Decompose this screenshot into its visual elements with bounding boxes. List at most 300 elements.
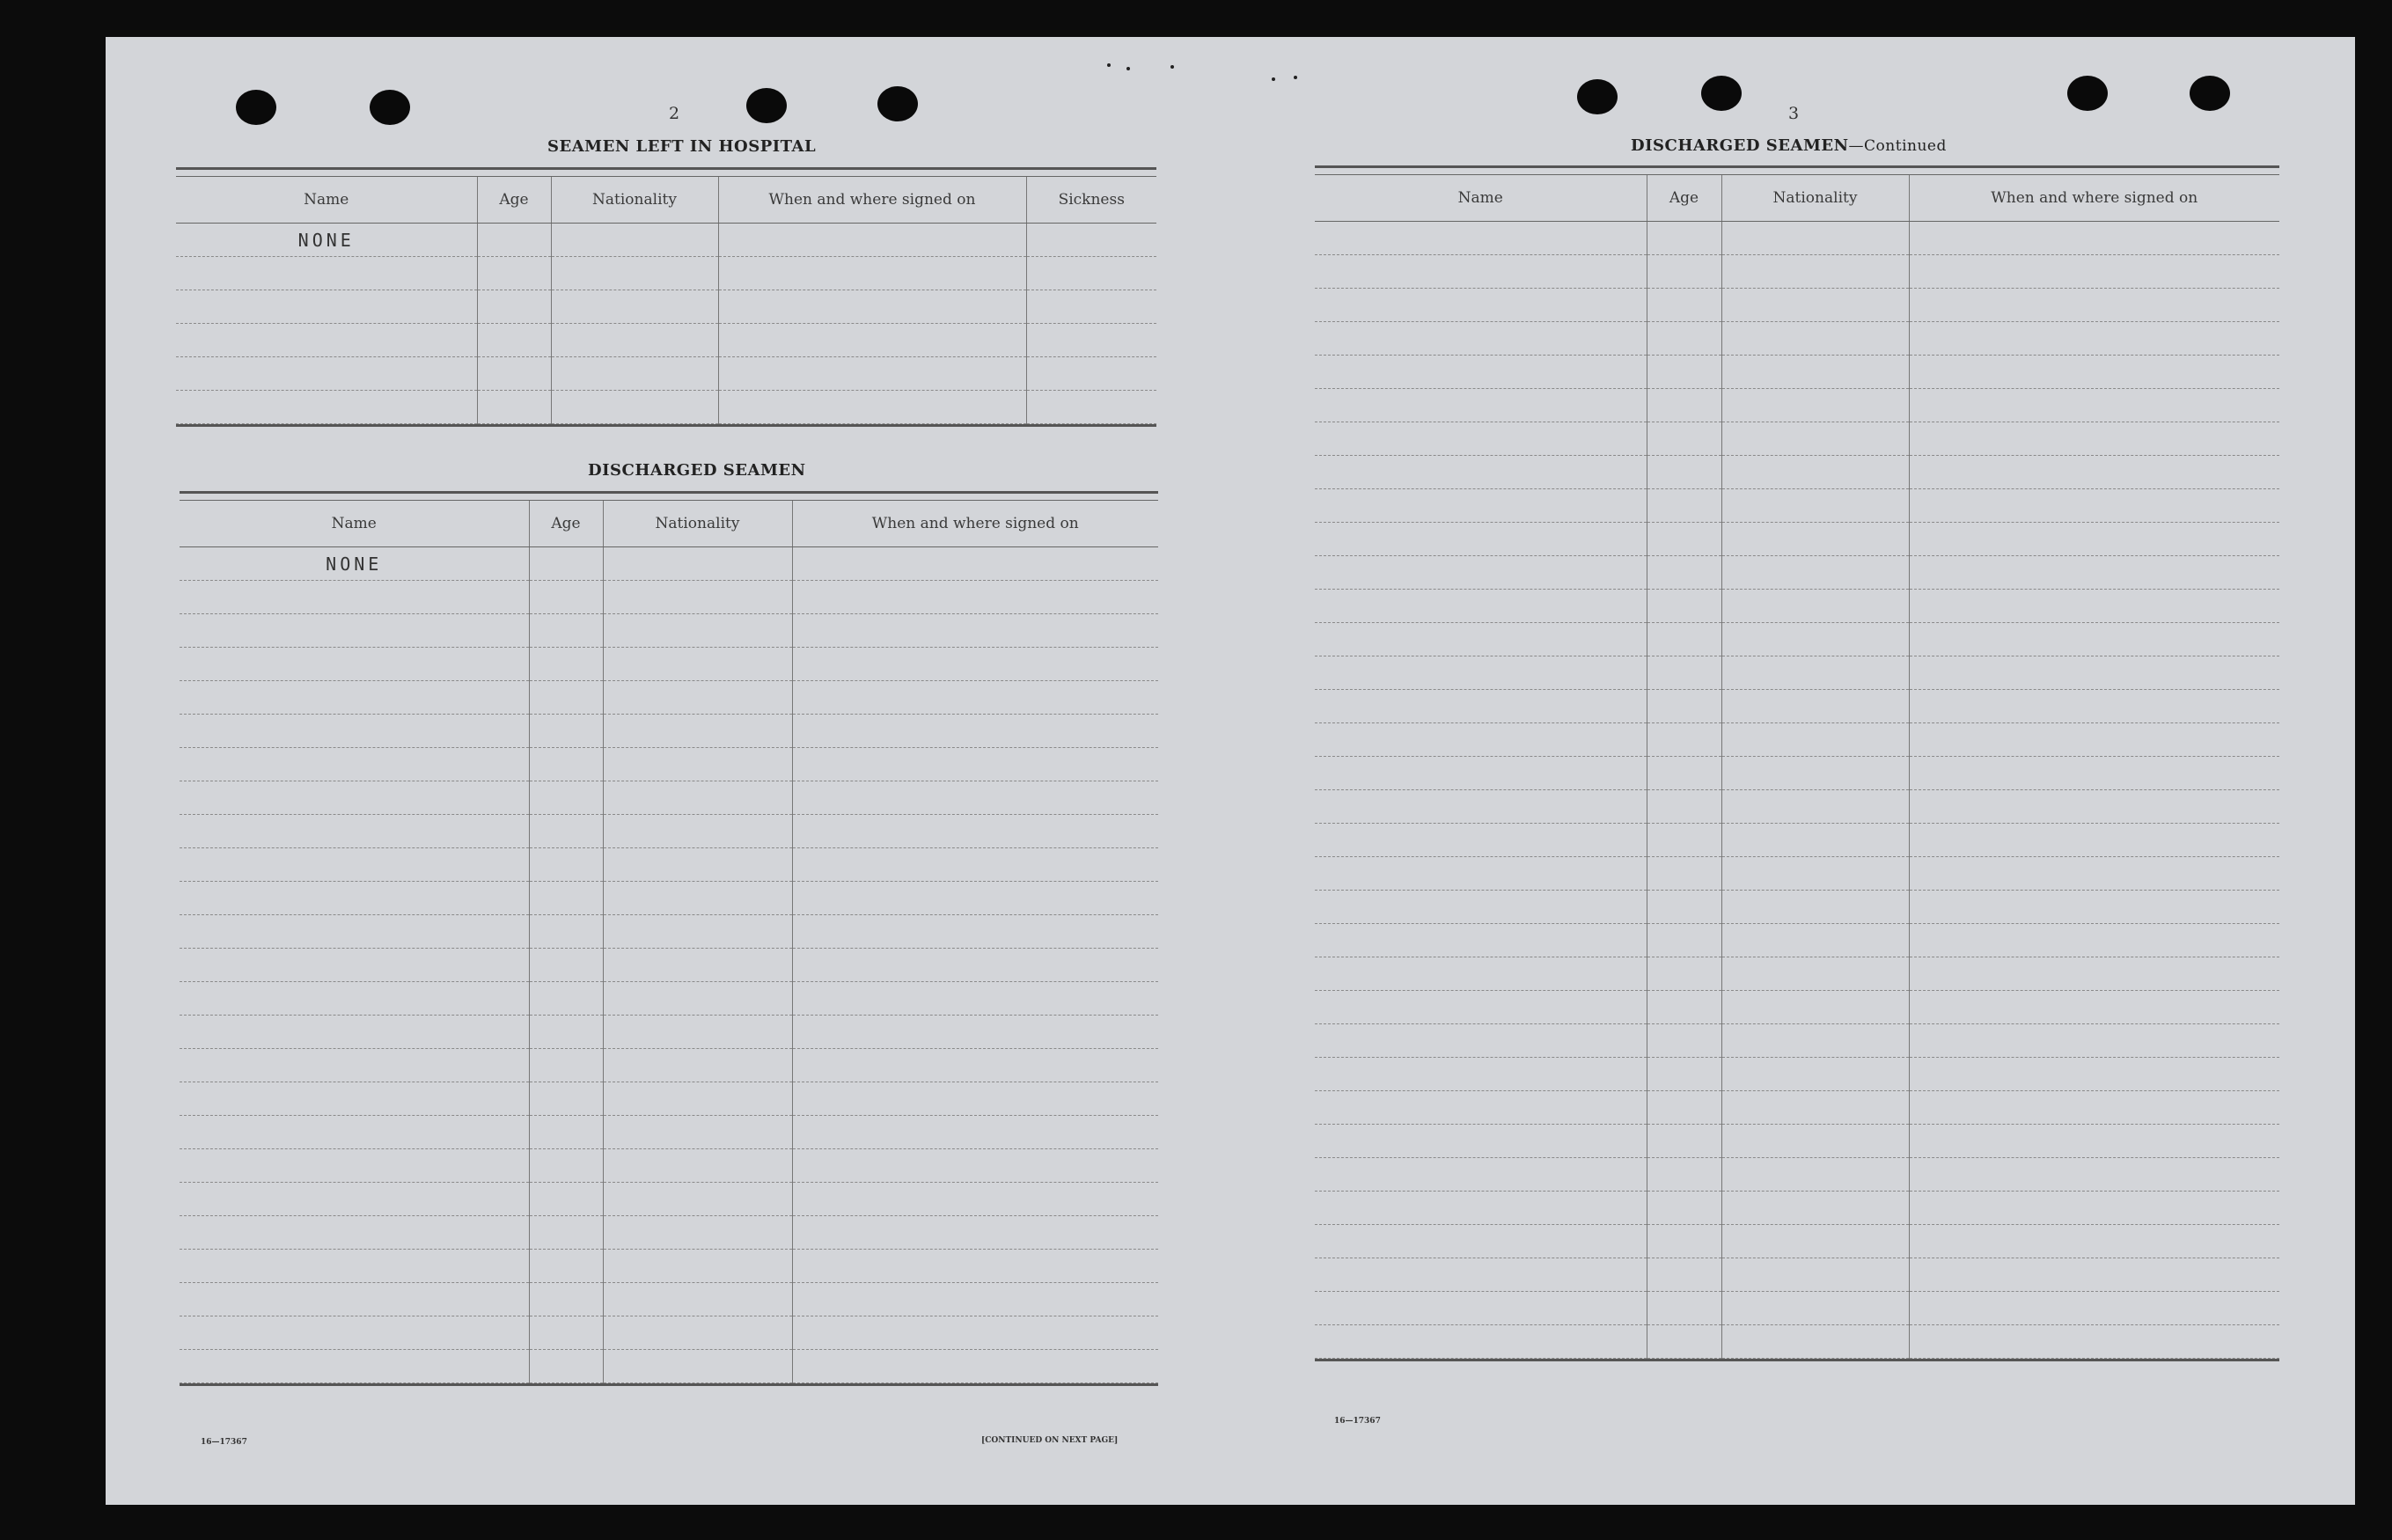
table-cell (1315, 757, 1647, 790)
table-cell (1721, 857, 1909, 891)
continued-section-title (1631, 136, 1947, 155)
table-cell (1909, 590, 2279, 623)
table-row (1315, 222, 2279, 255)
table-cell (477, 257, 551, 290)
table-cell (718, 391, 1026, 424)
column-header-signed-on: When and where signed on (1909, 175, 2279, 222)
table-cell (1721, 222, 1909, 255)
table-cell (1647, 1024, 1721, 1058)
table-cell (1315, 824, 1647, 857)
table-cell (1315, 1058, 1647, 1091)
table-cell (1315, 356, 1647, 389)
table-cell (1909, 456, 2279, 489)
entry-none: NONE (176, 224, 477, 257)
table-row (180, 781, 1158, 815)
table-row (1315, 824, 2279, 857)
table-cell (603, 982, 792, 1016)
table-cell (718, 290, 1026, 324)
table-row (1315, 1325, 2279, 1359)
table-cell (180, 1149, 529, 1183)
table-cell (1647, 924, 1721, 957)
table-cell (792, 1149, 1158, 1183)
table-cell (1647, 1192, 1721, 1225)
table-cell (1315, 422, 1647, 456)
table-cell (176, 257, 477, 290)
table-cell (603, 1316, 792, 1350)
table-row (180, 1283, 1158, 1316)
column-header-age: Age (477, 177, 551, 224)
table-row (1315, 891, 2279, 924)
table-cell (1909, 891, 2279, 924)
table-cell (1721, 590, 1909, 623)
table-cell (792, 748, 1158, 781)
table-cell (1315, 656, 1647, 690)
table-bottom-rule (1315, 1359, 2279, 1367)
table-cell (529, 781, 603, 815)
table-row (1315, 523, 2279, 556)
table-row (180, 882, 1158, 915)
table-row (1315, 957, 2279, 991)
table-row (1315, 1225, 2279, 1258)
hospital-section-title: SEAMEN LEFT IN HOSPITAL (547, 137, 817, 156)
table-cell (792, 915, 1158, 949)
table-cell (1315, 1091, 1647, 1125)
table-row (180, 949, 1158, 982)
punch-hole (1701, 76, 1742, 111)
table-row (1315, 456, 2279, 489)
table-cell (529, 949, 603, 982)
punch-hole (370, 90, 410, 125)
table-cell (477, 357, 551, 391)
table-row (180, 1149, 1158, 1183)
table-cell (603, 715, 792, 748)
table-row (1315, 1091, 2279, 1125)
table-cell (180, 1216, 529, 1250)
table-cell (1026, 324, 1156, 357)
table-cell (792, 1049, 1158, 1082)
table-cell (1315, 891, 1647, 924)
form-number-left: 16—17367 (201, 1438, 247, 1447)
table-cell (180, 781, 529, 815)
table-cell (1026, 391, 1156, 424)
table-cell (603, 1350, 792, 1383)
table-cell (1721, 356, 1909, 389)
table-cell (1315, 690, 1647, 723)
page-number-left: 2 (669, 104, 680, 123)
table-cell (1647, 422, 1721, 456)
table-cell (1026, 290, 1156, 324)
table-cell (180, 1250, 529, 1283)
table-cell (1909, 1091, 2279, 1125)
table-cell (1647, 690, 1721, 723)
ink-speck (1294, 76, 1297, 79)
table-row (1315, 690, 2279, 723)
table-cell (603, 614, 792, 648)
table-cell (529, 1149, 603, 1183)
table-cell (1909, 523, 2279, 556)
table-cell (1721, 757, 1909, 790)
table-cell (1315, 1325, 1647, 1359)
table-cell (1909, 690, 2279, 723)
table-cell (718, 257, 1026, 290)
entry-none: NONE (180, 547, 529, 581)
table-row (180, 681, 1158, 715)
table-cell (1721, 656, 1909, 690)
table-bottom-rule (176, 424, 1156, 432)
table-cell (1721, 489, 1909, 523)
table-cell (180, 982, 529, 1016)
table-row (1315, 1125, 2279, 1158)
table-cell (1315, 489, 1647, 523)
table-cell (1721, 1225, 1909, 1258)
table-cell (1721, 1125, 1909, 1158)
table-row (1315, 1058, 2279, 1091)
table-row (176, 324, 1156, 357)
table-row (1315, 1192, 2279, 1225)
table-row (180, 1350, 1158, 1383)
table-cell (603, 547, 792, 581)
punch-hole (2190, 76, 2230, 111)
column-header-age: Age (1647, 175, 1721, 222)
table-cell (551, 324, 718, 357)
table-cell (1315, 723, 1647, 757)
table-cell (180, 1283, 529, 1316)
table-cell (1026, 357, 1156, 391)
table-cell (1909, 857, 2279, 891)
table-cell (1315, 1258, 1647, 1292)
table-cell (529, 1049, 603, 1082)
table-cell (529, 815, 603, 848)
table-cell (603, 1216, 792, 1250)
table-cell (180, 581, 529, 614)
column-header-sickness: Sickness (1026, 177, 1156, 224)
table-cell (1647, 1158, 1721, 1192)
column-header-nationality: Nationality (603, 501, 792, 547)
table-cell (1647, 255, 1721, 289)
table-cell (1909, 556, 2279, 590)
table-row (180, 614, 1158, 648)
table-cell (1315, 1125, 1647, 1158)
table-cell (1909, 957, 2279, 991)
table-cell (1315, 1024, 1647, 1058)
table-cell (477, 391, 551, 424)
table-cell (792, 1116, 1158, 1149)
table-row (180, 815, 1158, 848)
table-cell (1647, 1058, 1721, 1091)
table-cell (1315, 456, 1647, 489)
continued-note: [CONTINUED ON NEXT PAGE] (981, 1436, 1119, 1445)
table-cell (1647, 556, 1721, 590)
table-cell (1315, 255, 1647, 289)
table-cell (1315, 523, 1647, 556)
table-cell (1909, 1058, 2279, 1091)
table-cell (1909, 222, 2279, 255)
table-cell (603, 1082, 792, 1116)
table-cell (529, 1082, 603, 1116)
ink-speck (1272, 77, 1275, 81)
table-bottom-rule (180, 1383, 1158, 1391)
table-cell (792, 1350, 1158, 1383)
table-cell (1909, 656, 2279, 690)
table-cell (180, 1116, 529, 1149)
table-cell (1315, 623, 1647, 656)
table-cell (1721, 1091, 1909, 1125)
table-cell (1647, 1325, 1721, 1359)
table-cell (718, 224, 1026, 257)
column-header-age: Age (529, 501, 603, 547)
table-cell (603, 1183, 792, 1216)
table-cell (1909, 1225, 2279, 1258)
table-cell (1721, 523, 1909, 556)
table-cell (1721, 422, 1909, 456)
table-row (180, 547, 1158, 581)
table-row (1315, 422, 2279, 456)
table-cell (1647, 891, 1721, 924)
table-cell (1721, 1024, 1909, 1058)
table-row (180, 915, 1158, 949)
ink-speck (1126, 67, 1130, 70)
table-cell (1315, 1292, 1647, 1325)
table-cell (529, 748, 603, 781)
table-cell (1315, 1225, 1647, 1258)
column-header-signed-on: When and where signed on (718, 177, 1026, 224)
table-cell (1909, 1158, 2279, 1192)
table-cell (180, 1183, 529, 1216)
table-row (176, 290, 1156, 324)
table-cell (603, 1016, 792, 1049)
column-header-name: Name (176, 177, 477, 224)
table-row (180, 648, 1158, 681)
table-cell (718, 324, 1026, 357)
table-cell (551, 224, 718, 257)
table-row (1315, 857, 2279, 891)
table-row (1315, 924, 2279, 957)
table-row (180, 748, 1158, 781)
column-header-nationality: Nationality (551, 177, 718, 224)
table-row (176, 257, 1156, 290)
table-cell (792, 1316, 1158, 1350)
table-cell (1909, 1192, 2279, 1225)
table-header-row (176, 177, 1156, 224)
table-cell (1026, 224, 1156, 257)
column-header-signed-on: When and where signed on (792, 501, 1158, 547)
table-cell (529, 1216, 603, 1250)
table-cell (603, 781, 792, 815)
table-cell (792, 949, 1158, 982)
table-cell (1721, 690, 1909, 723)
continued-section-title-main: DISCHARGED SEAMEN (1631, 136, 1849, 155)
table-cell (1315, 222, 1647, 255)
table-cell (1647, 456, 1721, 489)
table-cell (176, 324, 477, 357)
table-cell (1315, 389, 1647, 422)
table-row (1315, 590, 2279, 623)
table-row (1315, 757, 2279, 790)
table-cell (180, 1016, 529, 1049)
table-cell (1721, 924, 1909, 957)
table-cell (180, 949, 529, 982)
table-cell (551, 290, 718, 324)
table-cell (529, 848, 603, 882)
table-cell (180, 715, 529, 748)
table-cell (1315, 1158, 1647, 1192)
punch-hole (2067, 76, 2108, 111)
table-cell (176, 290, 477, 324)
table-cell (603, 581, 792, 614)
table-cell (529, 982, 603, 1016)
table-row (1315, 991, 2279, 1024)
table-cell (718, 357, 1026, 391)
table-cell (180, 681, 529, 715)
table-cell (180, 748, 529, 781)
table-cell (477, 290, 551, 324)
table-row (1315, 623, 2279, 656)
table-cell (180, 1316, 529, 1350)
table-cell (529, 1350, 603, 1383)
table-cell (477, 224, 551, 257)
table-row (1315, 790, 2279, 824)
punch-hole (877, 86, 918, 121)
table-cell (603, 882, 792, 915)
table-cell (1647, 824, 1721, 857)
table-cell (180, 1350, 529, 1383)
table-row (1315, 556, 2279, 590)
table-cell (1647, 1225, 1721, 1258)
form-number-right: 16—17367 (1334, 1417, 1381, 1426)
table-cell (1721, 556, 1909, 590)
table-cell (1647, 656, 1721, 690)
table-cell (1647, 1125, 1721, 1158)
table-header-row (1315, 175, 2279, 222)
table-cell (1315, 857, 1647, 891)
table-cell (1647, 723, 1721, 757)
table-cell (792, 681, 1158, 715)
table-cell (1721, 991, 1909, 1024)
table-row (180, 715, 1158, 748)
table-cell (551, 357, 718, 391)
column-header-name: Name (180, 501, 529, 547)
table-cell (180, 815, 529, 848)
table-row (180, 1250, 1158, 1283)
table-cell (176, 357, 477, 391)
discharged-table (180, 491, 1158, 1391)
table-cell (1315, 991, 1647, 1024)
table-cell (1315, 790, 1647, 824)
table-cell (1721, 1058, 1909, 1091)
table-cell (1647, 590, 1721, 623)
table-cell (1909, 1024, 2279, 1058)
table-top-rule (1315, 165, 2279, 175)
table-row (180, 1316, 1158, 1350)
table-row (1315, 1024, 2279, 1058)
table-cell (1315, 289, 1647, 322)
table-cell (180, 1049, 529, 1082)
table-cell (1721, 790, 1909, 824)
table-cell (529, 1316, 603, 1350)
table-cell (551, 391, 718, 424)
table-cell (792, 547, 1158, 581)
table-cell (1721, 623, 1909, 656)
table-cell (1647, 757, 1721, 790)
table-cell (529, 1250, 603, 1283)
table-cell (792, 648, 1158, 681)
table-row (1315, 255, 2279, 289)
table-cell (529, 1183, 603, 1216)
table-cell (603, 1149, 792, 1183)
table-cell (180, 614, 529, 648)
hospital-table (176, 167, 1156, 432)
table-cell (1721, 1158, 1909, 1192)
table-cell (603, 648, 792, 681)
table-cell (1026, 257, 1156, 290)
table-cell (1647, 489, 1721, 523)
table-cell (1721, 1325, 1909, 1359)
table-cell (1721, 824, 1909, 857)
document-sheet (106, 37, 2355, 1505)
table-cell (792, 1216, 1158, 1250)
table-cell (603, 848, 792, 882)
discharged-continued-table (1315, 165, 2279, 1367)
table-cell (1647, 1292, 1721, 1325)
table-cell (792, 781, 1158, 815)
table-cell (1909, 757, 2279, 790)
table-row (1315, 389, 2279, 422)
table-cell (1647, 790, 1721, 824)
table-cell (529, 915, 603, 949)
table-header-row (180, 501, 1158, 547)
table-cell (1909, 1258, 2279, 1292)
table-top-rule (176, 167, 1156, 177)
table-cell (1909, 824, 2279, 857)
discharged-section-title: DISCHARGED SEAMEN (588, 461, 806, 480)
table-cell (176, 391, 477, 424)
table-row (1315, 356, 2279, 389)
table-cell (529, 1016, 603, 1049)
table-cell (603, 1250, 792, 1283)
table-cell (180, 915, 529, 949)
table-cell (529, 1116, 603, 1149)
table-cell (529, 1283, 603, 1316)
table-cell (1647, 523, 1721, 556)
table-cell (603, 949, 792, 982)
table-cell (1647, 957, 1721, 991)
table-cell (180, 848, 529, 882)
table-cell (792, 614, 1158, 648)
table-cell (1315, 322, 1647, 356)
table-row (1315, 1258, 2279, 1292)
table-cell (529, 547, 603, 581)
table-cell (1909, 991, 2279, 1024)
table-cell (1909, 322, 2279, 356)
continued-section-title-suffix: —Continued (1848, 137, 1947, 155)
table-row (180, 1183, 1158, 1216)
punch-hole (236, 90, 276, 125)
table-cell (792, 1016, 1158, 1049)
table-cell (1647, 322, 1721, 356)
table-cell (1315, 590, 1647, 623)
table-cell (551, 257, 718, 290)
table-cell (1909, 790, 2279, 824)
table-cell (1909, 389, 2279, 422)
table-cell (529, 882, 603, 915)
table-cell (1909, 723, 2279, 757)
table-row (1315, 289, 2279, 322)
table-cell (1721, 389, 1909, 422)
table-cell (180, 1082, 529, 1116)
table-cell (1647, 1091, 1721, 1125)
table-top-rule (180, 491, 1158, 501)
table-row (1315, 1158, 2279, 1192)
